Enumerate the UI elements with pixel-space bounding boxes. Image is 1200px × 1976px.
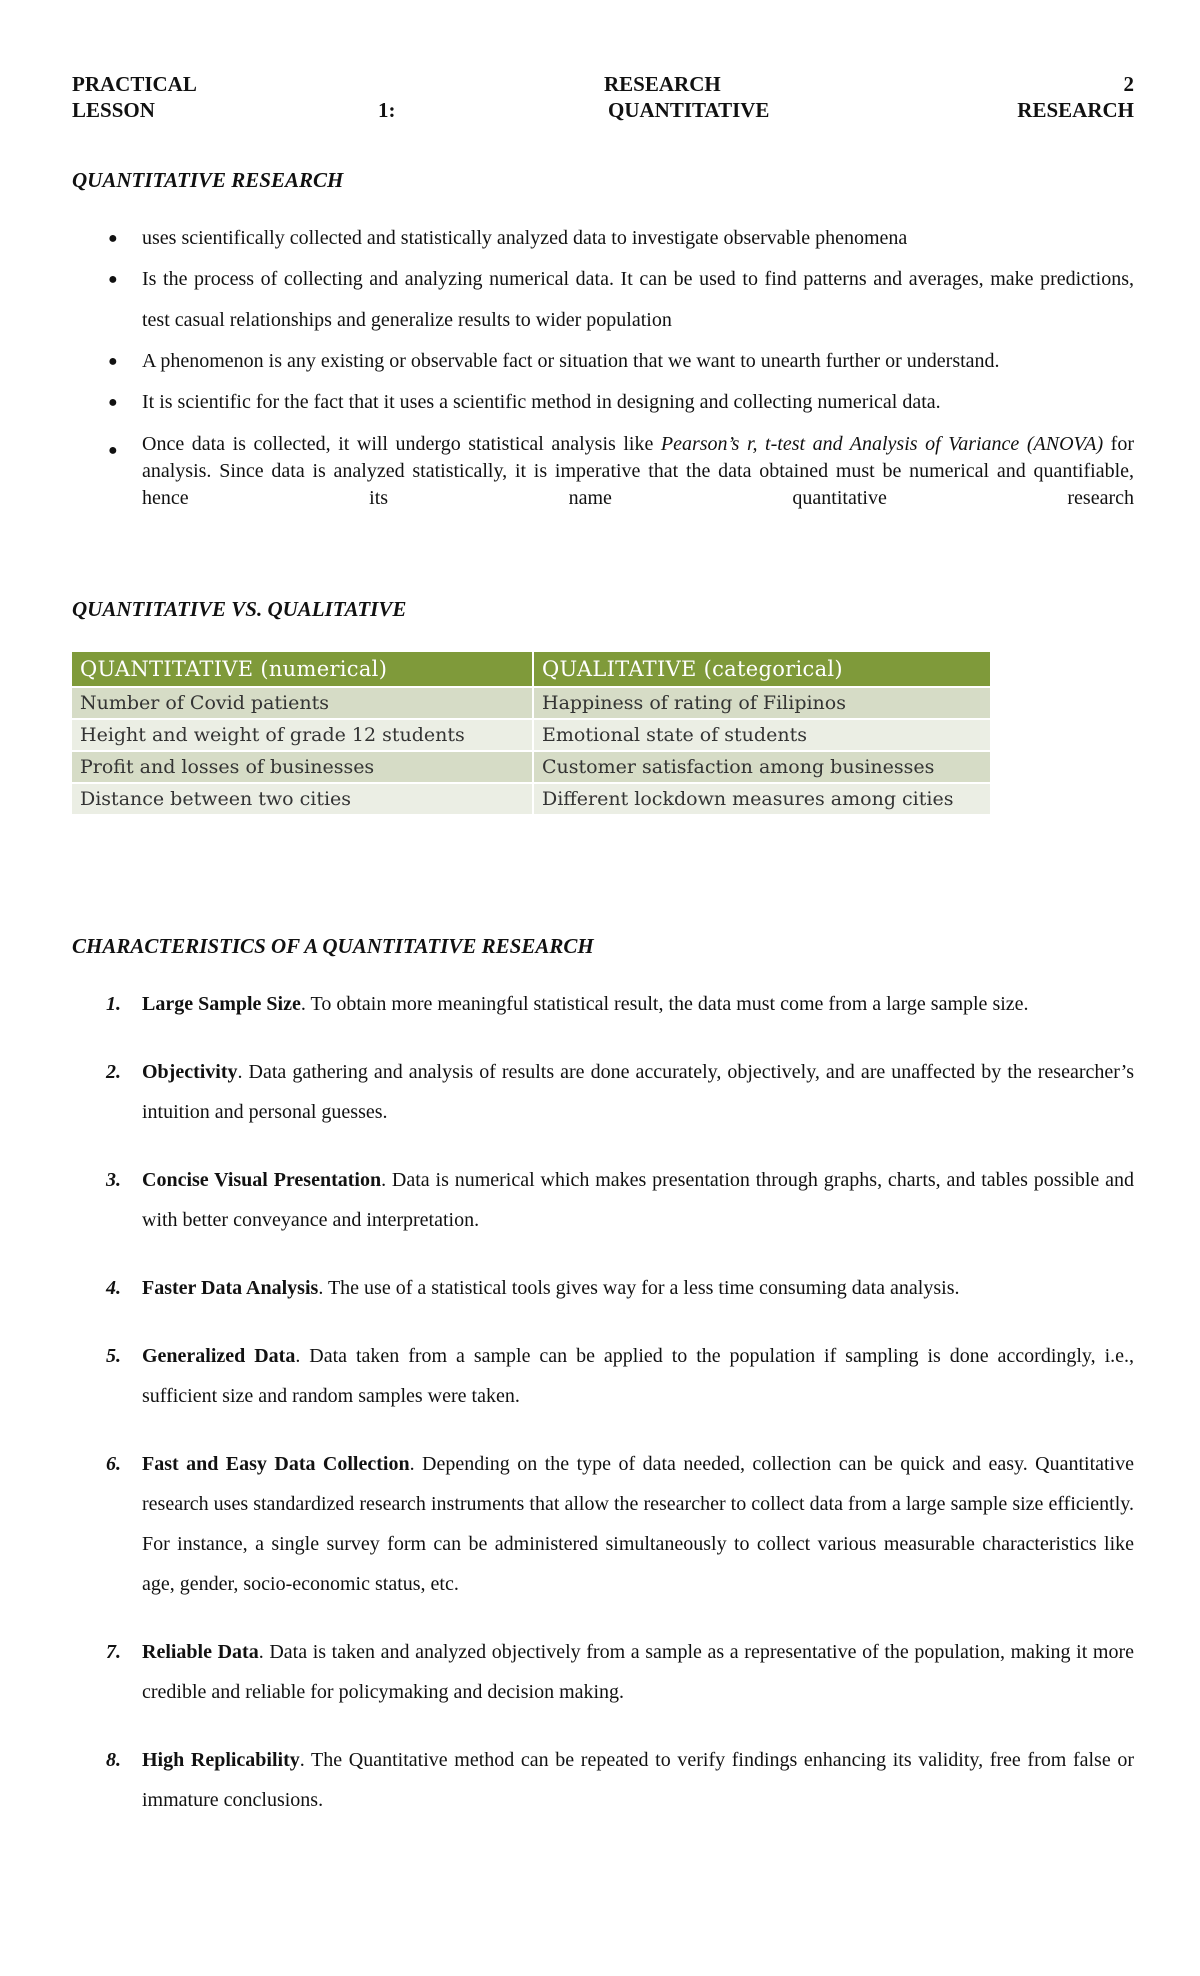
header-word-research-2: RESEARCH [1017,98,1134,122]
list-text: . Data is numerical which makes presentation through graphs, charts, and tables possible and with better conveyance and interpretation. [142,1169,1134,1231]
list-term: Fast and Easy Data Collection [142,1453,410,1475]
bullet-text: A phenomenon is any existing or observable fact or situation that we want to unearth further or understand. [142,350,1000,372]
bullet-text: It is scientific for the fact that it uses a scientific method in designing and collecting numerical data. [142,391,941,413]
table-cell: Height and weight of grade 12 students [72,719,533,751]
list-item [72,1052,1134,1132]
list-text: . The Quantitative method can be repeated to verify findings enhancing its validity, free from false or immature conclusions. [142,1749,1134,1811]
table-cell: Profit and losses of businesses [72,751,533,783]
section-title-quantitative-research: QUANTITATIVE RESEARCH [72,168,344,192]
list-number: 2. [106,1061,121,1083]
list-term: Large Sample Size [142,993,301,1015]
bullet-text: uses scientifically collected and statistically analyzed data to investigate observable phenomena [142,227,908,249]
list-term: Concise Visual Presentation [142,1169,382,1191]
list-text: . Data taken from a sample can be applied to the population if sampling is done accordingly, i.e., sufficient size and random samples were taken. [142,1345,1134,1407]
table-cell: Distance between two cities [72,783,533,814]
header-word-practical: PRACTICAL [72,72,197,96]
bullet-item [72,431,1134,512]
list-text: . Data gathering and analysis of results are done accurately, objectively, and are unaffected by the researcher’s intuition and personal guesses. [142,1061,1134,1123]
characteristics-list [72,984,1134,1848]
list-text: . Data is taken and analyzed objectively from a sample as a representative of the population, making it more credible and reliable for policymaking and decision making. [142,1641,1135,1703]
bullet-icon: ● [108,230,118,247]
list-text: . The use of a statistical tools gives way for a less time consuming data analysis. [318,1277,960,1299]
comparison-table [72,652,992,814]
table-header-row [72,652,991,687]
section-title-characteristics: CHARACTERISTICS OF A QUANTITATIVE RESEARCH [72,934,594,958]
header-word-quantitative: QUANTITATIVE [608,98,770,122]
bullet-item [72,259,1134,341]
list-term: Generalized Data [142,1345,296,1367]
bullet-text: Once data is collected, it will undergo statistical analysis like [142,433,661,455]
bullet-item [72,382,1134,423]
table-row [72,751,991,783]
bullet-icon: ● [108,271,118,288]
header-lesson-number: 1: [378,98,396,122]
table-header-quantitative: QUANTITATIVE (numerical) [72,652,533,687]
table-row [72,783,991,814]
list-number: 8. [106,1749,121,1771]
table-cell: Number of Covid patients [72,687,533,719]
list-item [72,1632,1134,1712]
list-term: Faster Data Analysis [142,1277,319,1299]
list-text: . To obtain more meaningful statistical result, the data must come from a large sample size. [300,993,1029,1015]
list-number: 3. [106,1169,121,1191]
list-number: 7. [106,1641,121,1663]
table-row [72,719,991,751]
table-header-qualitative: QUALITATIVE (categorical) [533,652,991,687]
list-number: 5. [106,1345,121,1367]
bullet-text: Is the process of collecting and analyzing numerical data. It can be used to find patterns and averages, make predictions, test casual relationships and generalize results to wider population [142,268,1134,331]
header-word-research: RESEARCH [604,72,721,96]
bullet-icon: ● [108,442,118,459]
bullet-text-italic: Pearson’s r, t-test and Analysis of Variance (ANOVA) [660,433,1104,455]
list-item [72,1160,1134,1240]
list-term: High Replicability [142,1749,300,1771]
list-text: . Depending on the type of data needed, collection can be quick and easy. Quantitative research uses standardized research instruments that allow the researcher to collect data from a large sample size efficiently. For instance, a single survey form can be administered simultaneously to collect various measurable characteristics like age, gender, socio-economic status, etc. [142,1453,1134,1595]
header-word-lesson: LESSON [72,98,155,122]
list-item [72,984,1134,1024]
table-row [72,687,991,719]
quantitative-research-bullets [72,218,1134,512]
list-item [72,1336,1134,1416]
list-item [72,1268,1134,1308]
table-cell: Customer satisfaction among businesses [533,751,991,783]
list-term: Reliable Data [142,1641,259,1663]
list-term: Objectivity [142,1061,238,1083]
list-item [72,1740,1134,1820]
bullet-item [72,218,1134,259]
table-cell: Different lockdown measures among cities [533,783,991,814]
table-cell: Happiness of rating of Filipinos [533,687,991,719]
document-header [72,72,1134,128]
bullet-icon: ● [108,394,118,411]
list-number: 1. [106,993,121,1015]
section-title-quantitative-vs-qualitative: QUANTITATIVE VS. QUALITATIVE [72,597,407,621]
document-page [72,72,1135,1811]
list-number: 4. [106,1277,121,1299]
list-item [72,1444,1134,1604]
header-number: 2 [1123,72,1134,96]
list-number: 6. [106,1453,121,1475]
bullet-icon: ● [108,353,118,370]
bullet-item [72,341,1134,382]
table-cell: Emotional state of students [533,719,991,751]
bullet-text: for analysis. Since data is analyzed statistically, it is imperative that the data obtained must be numerical and quantifiable, hence its name quantitative research [142,433,1134,509]
